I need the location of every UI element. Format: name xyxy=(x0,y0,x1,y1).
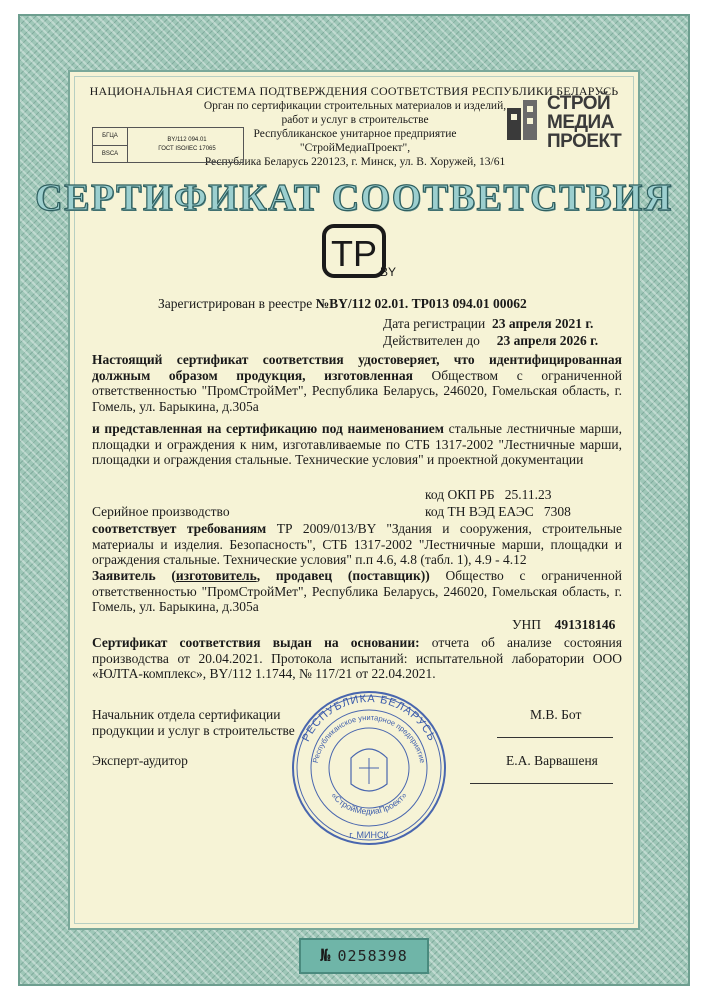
accreditation-cell: БГЦА xyxy=(93,128,127,146)
issuer-line: работ и услуг в строительстве xyxy=(281,114,429,126)
serial-prefix: № xyxy=(320,946,332,966)
manufacturer-intro: Настоящий сертификат соответствия удостоверяет, что идентифицированная должным образом продукция, изготовленная xyxy=(92,352,622,383)
tnved-code xyxy=(425,504,571,520)
accreditation-cell: BSCA xyxy=(101,151,119,157)
unp xyxy=(512,617,615,633)
national-system-header: НАЦИОНАЛЬНАЯ СИСТЕМА ПОДТВЕРЖДЕНИЯ СООТВЕТСТВИЯ РЕСПУБЛИКИ БЕЛАРУСЬ xyxy=(89,84,619,98)
stamp-center: «СтройМедиаПроект» xyxy=(329,790,409,817)
product-intro: и представленная на сертификацию под наименованием xyxy=(92,421,444,436)
applicant-label: Заявитель xyxy=(92,568,156,583)
valid-until-label: Действителен до xyxy=(383,333,480,348)
head-title-line: продукции и услуг в строительстве xyxy=(92,723,295,738)
requirements-intro: соответствует требованиям xyxy=(92,521,267,536)
applicant-text: Общество с ограниченной ответственностью "ПромСтройМет", Республика Беларусь, 246020, Гомельская область, г. Гомель, ул. Барыкина, д.305а xyxy=(92,568,623,615)
accreditation-number: BY/112 094.01 xyxy=(167,137,207,143)
manufacturer-text: Обществом с ограниченной ответственностью "ПромСтройМет", Республика Беларусь, 246020, Гомельская область, г. Гомель, ул. Барыкина, д.305а xyxy=(92,367,622,414)
registry-label: Зарегистрирован в реестре xyxy=(158,296,313,311)
okp-code xyxy=(425,487,552,503)
applicant-paragraph xyxy=(92,568,622,615)
accreditation-badge xyxy=(92,127,244,163)
signature-line xyxy=(497,737,613,738)
certificate-title: СЕРТИФИКАТ СООТВЕТСТВИЯ xyxy=(35,177,673,219)
issuer-line: Республиканское унитарное предприятие xyxy=(253,128,457,140)
unp-value: 491318146 xyxy=(554,617,616,632)
registration-date-label: Дата регистрации xyxy=(383,316,486,331)
tr-mark-main: TP xyxy=(330,233,378,274)
issuer-line: "СтройМедиаПроект", xyxy=(299,142,411,154)
product-paragraph xyxy=(92,421,622,468)
stroymediaproekt-logo xyxy=(507,92,647,156)
issuer-line: Республика Беларусь 220123, г. Минск, ул. В. Хоружей, 13/61 xyxy=(204,156,506,168)
requirements-text: ТР 2009/013/BY "Здания и сооружения, строительные материалы и изделия. Безопасность", СТБ 1317-2002 "Лестничные марши, площадки и ограждения стальные. Технические условия" п.п 4.6, 4.8 (табл. 1), 4.9 - 4.12 xyxy=(92,521,622,568)
okp-label: код ОКП РБ xyxy=(425,487,495,502)
registry-number: №BY/112 02.01. ТР013 094.01 00062 xyxy=(315,296,527,311)
product-text: стальные лестничные марши, площадки и ограждения к ним, изготавливаемые по СТБ 1317-2002 "Лестничные марши, площадки и ограждения стальные. Технические условия" и проектной документации xyxy=(92,421,622,468)
stamp-ring-top: РЕСПУБЛИКА БЕЛАРУСЬ xyxy=(300,692,438,744)
basis-paragraph xyxy=(92,635,622,682)
unp-label: УНП xyxy=(512,617,542,632)
okp-value: 25.11.23 xyxy=(504,487,552,502)
tnved-value: 7308 xyxy=(543,504,571,519)
tr-conformity-mark-icon xyxy=(322,224,400,280)
applicant-paren: ( xyxy=(171,568,176,583)
dates-block xyxy=(383,315,598,349)
logo-line: СТРОЙ xyxy=(547,93,611,114)
registry-line xyxy=(158,296,527,312)
signature-line xyxy=(470,783,613,784)
serial-value: 0258398 xyxy=(337,947,408,965)
applicant-seller: , продавец (поставщик)) xyxy=(256,568,430,583)
logo-line: ПРОЕКТ xyxy=(547,131,622,152)
expert-signer-name: Е.А. Варвашеня xyxy=(506,753,598,768)
accreditation-standard: ГОСТ ISO/IEC 17065 xyxy=(158,146,216,152)
basis-intro: Сертификат соответствия выдан на основании: xyxy=(92,635,420,650)
svg-text:«СтройМедиаПроект» xyxy=(329,790,409,816)
expert-title: Эксперт-аудитор xyxy=(92,753,188,768)
applicant-maker: изготовитель xyxy=(175,568,257,583)
stamp-city: г. МИНСК xyxy=(349,830,389,840)
certificate-serial-number xyxy=(299,938,429,974)
stamp-ring-inner: Республиканское унитарное предприятие xyxy=(310,712,428,764)
head-signer-name: М.В. Бот xyxy=(530,707,582,722)
head-title-line: Начальник отдела сертификации xyxy=(92,707,281,722)
issuer-line: Орган по сертификации строительных материалов и изделий, xyxy=(203,100,507,112)
basis-text: отчета об анализе состояния производства от 20.04.2021. Протокола испытаний: испытательной лаборатории ООО «ЮЛТА-комплекс», BY/112 1.1744, № 117/21 от 22.04.2021. xyxy=(92,635,622,682)
tr-mark-sub: BY xyxy=(379,265,397,279)
requirements-paragraph xyxy=(92,521,622,568)
official-stamp-icon xyxy=(289,688,449,848)
tnved-label: код ТН ВЭД ЕАЭС xyxy=(425,504,534,519)
head-title xyxy=(92,707,295,739)
manufacturer-paragraph xyxy=(92,352,622,414)
logo-line: МЕДИА xyxy=(547,112,614,133)
svg-text:Республиканское унитарное пред xyxy=(311,713,427,764)
serial-production: Серийное производство xyxy=(92,504,230,519)
registration-date-value: 23 апреля 2021 г. xyxy=(492,316,594,331)
valid-until-value: 23 апреля 2026 г. xyxy=(496,333,599,348)
logo-mark-icon xyxy=(507,100,537,140)
